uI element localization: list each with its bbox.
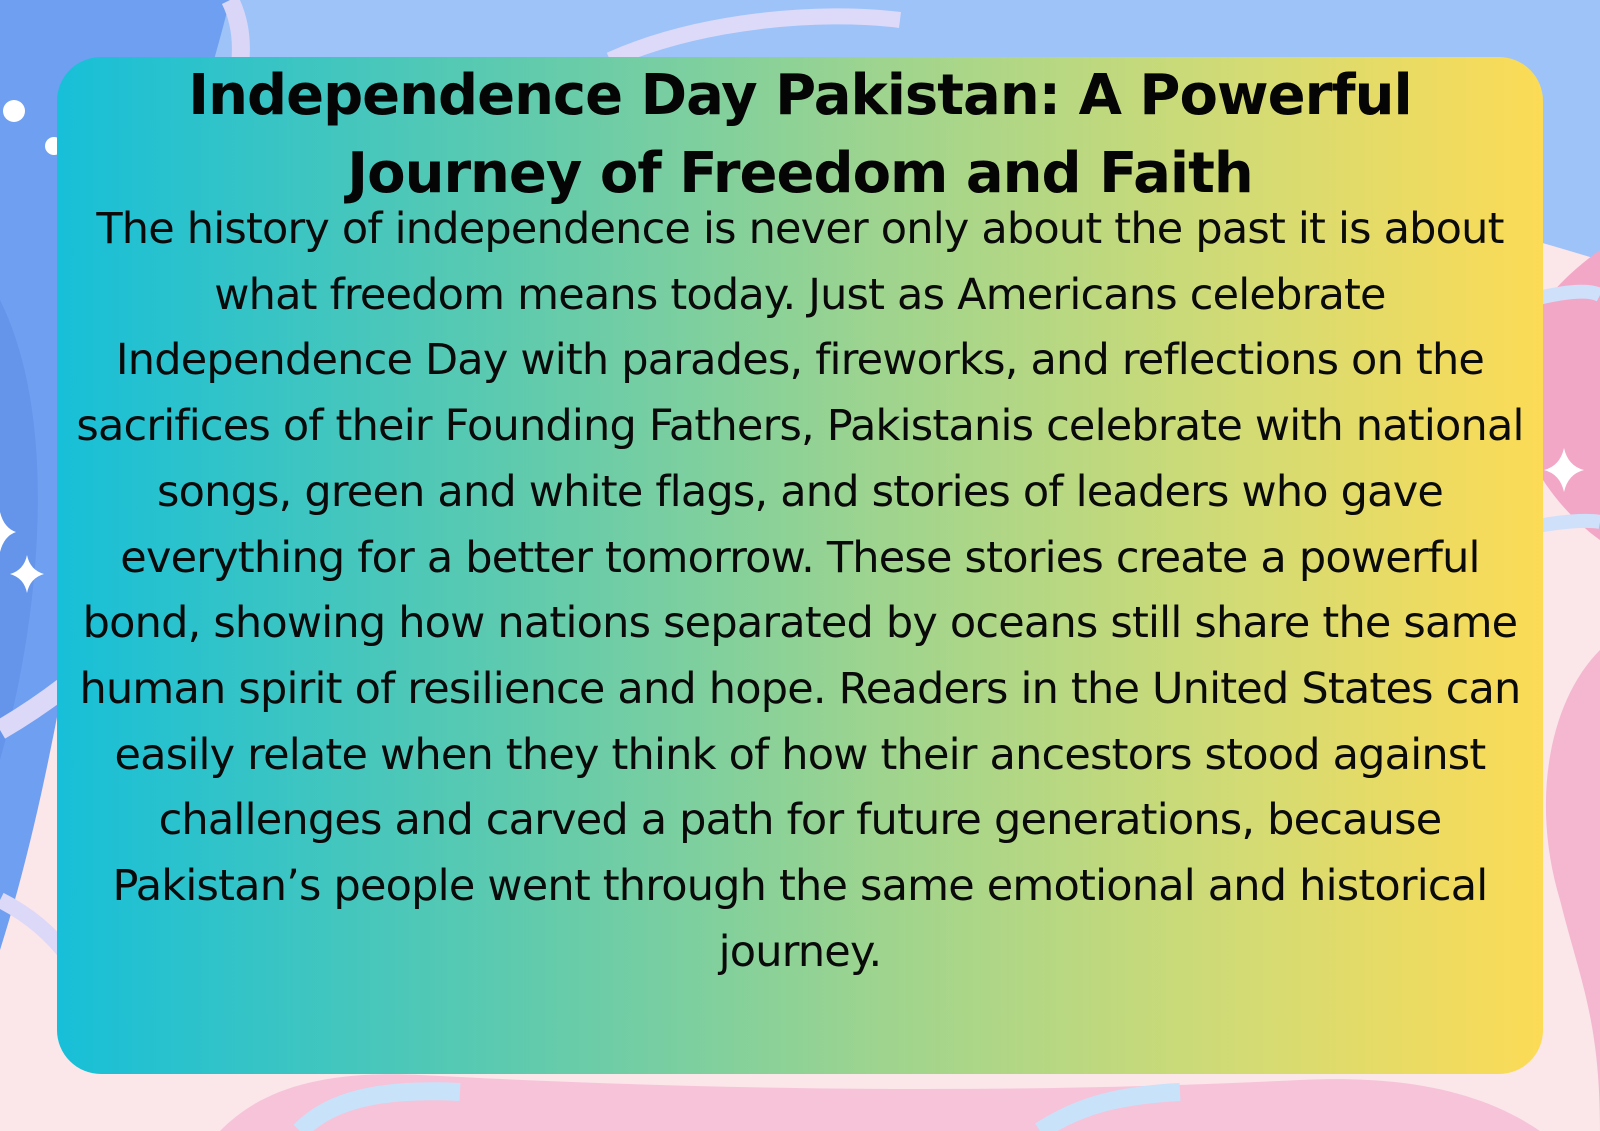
- body-paragraph: The history of independence is never only about the past it is about what freedom means today. Just as Americans celebrate Independence Day with parades, fireworks, and reflections on the sacrifices of their Founding Fathers, Pakistanis celebrate with national songs, green and white flags, and stories of leaders who gave everything for a better tomorrow. These stories create a powerful bond, showing how nations separated by oceans still share the same human spirit of resilience and hope. Readers in the United States can easily relate when they think of how their ancestors stood against challenges and carved a path for future generations, because Pakistan’s people went through the same emotional and historical journey.: [76, 204, 1524, 977]
- page-title: Independence Day Pakistan: A Powerful Journey of Freedom and Faith: [188, 63, 1412, 206]
- content-card: [57, 57, 1543, 1074]
